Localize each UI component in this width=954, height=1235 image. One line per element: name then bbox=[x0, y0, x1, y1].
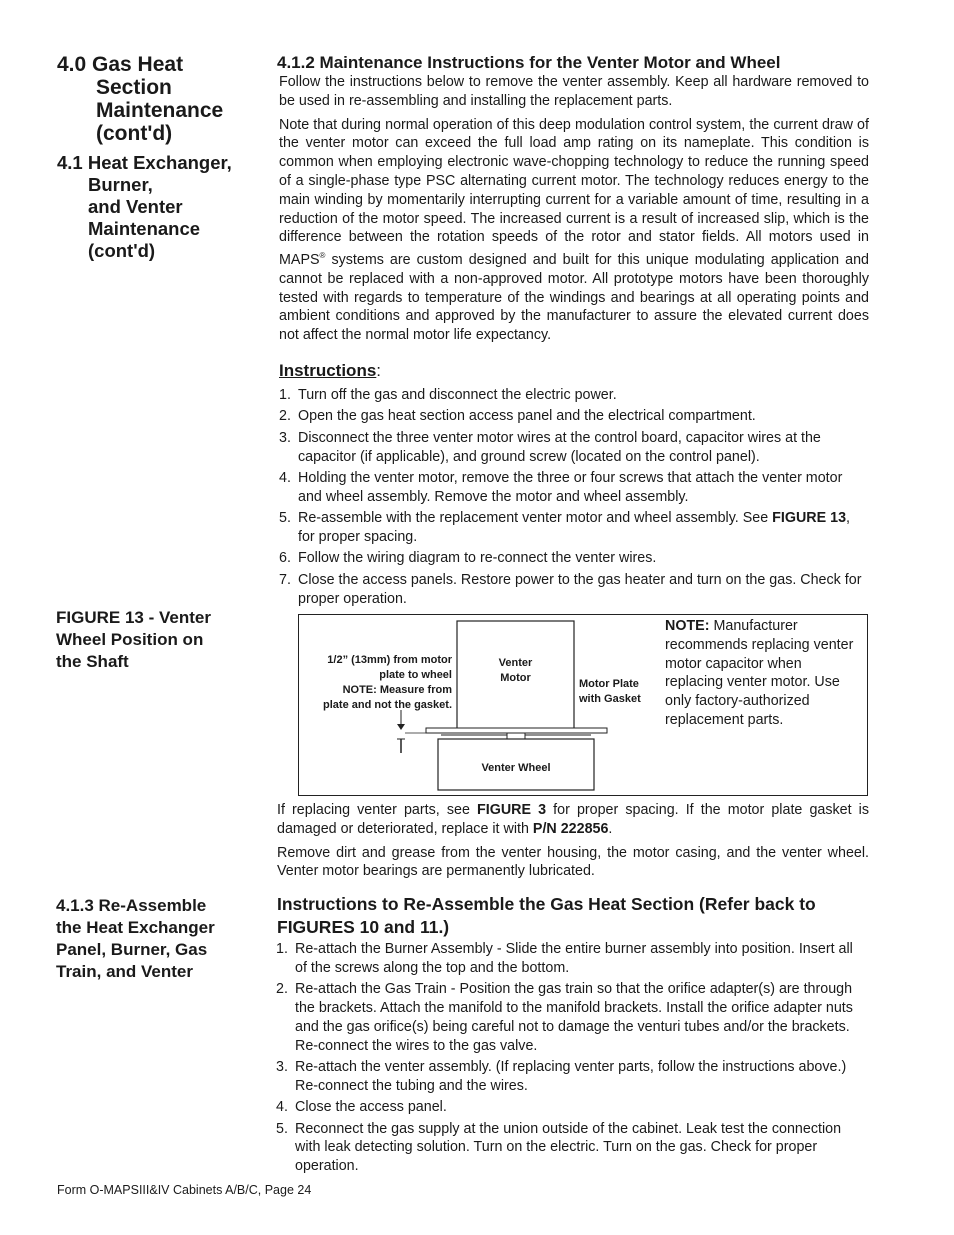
note-label: NOTE: bbox=[665, 618, 710, 634]
dimension-label-line: plate to wheel bbox=[379, 669, 452, 681]
figure-caption-line: Wheel Position on bbox=[56, 630, 204, 649]
text-run: for proper spacing. If the motor plate gasket is damaged or deteriorated, replace it with bbox=[277, 802, 870, 837]
step-number: 2. bbox=[279, 408, 291, 425]
cleaning-paragraph: Remove dirt and grease from the venter housing, the motor casing, and the venter wheel. Venter motor bearings are permanently lubricated. bbox=[277, 844, 869, 880]
step-text: , for proper spacing. bbox=[298, 510, 851, 545]
motor-plate-shape bbox=[426, 728, 607, 733]
replacement-paragraph bbox=[277, 801, 869, 839]
list-item bbox=[279, 549, 869, 568]
reassemble-heading bbox=[277, 893, 877, 939]
after-figure-text bbox=[277, 801, 869, 886]
figure-note bbox=[665, 617, 855, 730]
step-number: 1. bbox=[279, 387, 291, 403]
reassemble-heading-line: Instructions to Re-Assemble the Gas Heat Section (Refer back to bbox=[277, 894, 816, 914]
section-title-line: Section bbox=[96, 76, 172, 99]
figure-reference: FIGURE 3 bbox=[477, 802, 547, 818]
list-item bbox=[276, 1098, 866, 1117]
step-text: Follow the wiring diagram to re-connect the venter wires. bbox=[298, 550, 657, 567]
step-text: Open the gas heat section access panel and the electrical compartment. bbox=[298, 408, 756, 425]
plate-label bbox=[579, 677, 659, 707]
reassemble-title-line: Panel, Burner, Gas bbox=[56, 940, 208, 959]
instructions-heading bbox=[279, 361, 381, 381]
step-number: 2. bbox=[276, 981, 288, 998]
list-item bbox=[279, 407, 869, 426]
step-text: Re-attach the venter assembly. (If replacing venter parts, follow the instructions above.) Re-connect the tubing and the wires. bbox=[295, 1058, 847, 1094]
step-text: Re-attach the Burner Assembly - Slide the entire burner assembly into position. Insert all of the screws along the top and the bottom. bbox=[295, 941, 853, 976]
list-item bbox=[276, 940, 866, 978]
section-title bbox=[57, 53, 267, 145]
figure-13-box bbox=[298, 614, 868, 796]
section-title-line: (cont'd) bbox=[96, 122, 173, 145]
list-item bbox=[276, 980, 866, 1055]
intro-paragraph: Follow the instructions below to remove the venter assembly. Keep all hardware removed to be used in re-assembling and installing the replacement parts. bbox=[279, 74, 869, 109]
subsection-title-line: (cont'd) bbox=[88, 240, 156, 261]
note-body: Manufacturer recommends replacing venter motor capacitor when replacing venter motor. Use only factory-authorized replacement parts. bbox=[665, 618, 854, 728]
plate-label-line: Motor Plate bbox=[579, 678, 639, 690]
wheel-label: Venter Wheel bbox=[481, 762, 551, 774]
motor-label bbox=[457, 656, 574, 686]
dimension-arrow-top bbox=[397, 724, 405, 730]
reassemble-list bbox=[276, 940, 866, 1179]
reassemble-title-line: 4.1.3 Re-Assemble bbox=[56, 896, 207, 915]
plate-label-line: with Gasket bbox=[579, 693, 641, 705]
section-title-line: 4.0 Gas Heat bbox=[57, 53, 184, 76]
registered-mark: ® bbox=[319, 251, 326, 261]
note-text: systems are custom designed and built for this unique modulating application and cannot be replaced with a non-approved motor. All prototype motors have been thoroughly tested with regards to temperature of the windings and bearings at all operating points and ambient conditions and approved by the manufacturer to assure the elevated current does not affect the normal motor life expectancy. bbox=[279, 251, 869, 344]
dimension-label-line: plate and not the gasket. bbox=[323, 699, 452, 711]
list-item bbox=[279, 509, 869, 547]
note-paragraph bbox=[279, 116, 869, 345]
step-text: Disconnect the three venter motor wires at the control board, capacitor wires at the capacitor (if applicable), and ground screw (located on the control panel). bbox=[298, 429, 821, 465]
step-text: Turn off the gas and disconnect the electric power. bbox=[298, 387, 617, 403]
reassemble-title-line: Train, and Venter bbox=[56, 962, 193, 981]
motor-label-line: Venter bbox=[498, 657, 533, 669]
subsection-title-line: Burner, bbox=[88, 174, 153, 195]
reassemble-side-title bbox=[56, 895, 266, 983]
step-number: 5. bbox=[279, 510, 291, 527]
note-text: Note that during normal operation of this deep modulation control system, the current draw of the venter motor can exceed the full load amp rating on its nameplate. This condition is common when employing electronic wave-chopping technology to reduce the running speed of a single-phase type PSC alternating current motor. The technology reduces energy to the main winding by momentarily interrupting current for a variable amount of time, resulting in a reduction of the motor speed. The increased current is a result of increased slip, which is the difference between the rotation speeds of the rotor and stator fields. All motors used in MAPS bbox=[279, 116, 869, 268]
figure-reference: FIGURE 13 bbox=[772, 510, 847, 527]
step-number: 3. bbox=[279, 429, 291, 446]
step-text: Holding the venter motor, remove the three or four screws that attach the venter motor and wheel assembly. Remove the motor and wheel assembly. bbox=[298, 469, 843, 505]
subsection-title bbox=[57, 152, 267, 262]
subsection-title-line: and Venter bbox=[88, 196, 183, 217]
shaft-hub-shape bbox=[507, 733, 525, 739]
instructions-label: Instructions bbox=[279, 361, 377, 380]
figure-caption bbox=[56, 607, 266, 673]
step-text: Reconnect the gas supply at the union outside of the cabinet. Leak test the connection with leak detecting solution. Turn on the electric. Turn on the gas. Check for proper operation. bbox=[295, 1120, 842, 1175]
step-number: 3. bbox=[276, 1058, 288, 1075]
list-item bbox=[279, 571, 869, 609]
subsection-title-line: Maintenance bbox=[88, 218, 201, 239]
step-text: Re-attach the Gas Train - Position the gas train so that the orifice adapter(s) are through the brackets. Attach the manifold to the manifold brackets. Install the orifice adapter nuts and the gas orifice(s) being careful not to damage the venturi tubes and/or the brackets. Re-connect the wires to the gas valve. bbox=[295, 981, 853, 1054]
section-412-title: 4.1.2 Maintenance Instructions for the Venter Motor and Wheel bbox=[277, 53, 781, 72]
reassemble-heading-line: FIGURES 10 and 11.) bbox=[277, 917, 450, 937]
dimension-label-line: NOTE: Measure from bbox=[342, 684, 452, 696]
figure-caption-line: FIGURE 13 - Venter bbox=[56, 608, 211, 627]
section-412-body bbox=[279, 73, 869, 350]
reassemble-title-line: the Heat Exchanger bbox=[56, 918, 215, 937]
step-text: Close the access panel. bbox=[295, 1099, 447, 1116]
step-number: 4. bbox=[276, 1099, 288, 1116]
step-number: 6. bbox=[279, 550, 291, 567]
dimension-label bbox=[302, 653, 452, 713]
list-item bbox=[279, 429, 869, 467]
section-title-line: Maintenance bbox=[96, 99, 224, 122]
list-item bbox=[279, 386, 869, 405]
step-text: Re-assemble with the replacement venter motor and wheel assembly. See bbox=[298, 510, 773, 527]
instructions-colon: : bbox=[376, 361, 382, 380]
part-number: P/N 222856 bbox=[532, 820, 609, 837]
text-run: If replacing venter parts, see bbox=[277, 802, 477, 818]
list-item bbox=[276, 1058, 866, 1096]
step-number: 5. bbox=[276, 1120, 288, 1137]
step-number: 1. bbox=[276, 941, 288, 957]
figure-caption-line: the Shaft bbox=[56, 652, 129, 671]
list-item bbox=[279, 469, 869, 507]
step-number: 7. bbox=[279, 571, 291, 588]
step-text: Close the access panels. Restore power to the gas heater and turn on the gas. Check for proper operation. bbox=[298, 571, 862, 607]
list-item bbox=[276, 1120, 866, 1176]
step-number: 4. bbox=[279, 469, 291, 486]
subsection-title-line: 4.1 Heat Exchanger, bbox=[57, 152, 232, 173]
text-run: . bbox=[608, 820, 613, 837]
page-footer: Form O-MAPSIII&IV Cabinets A/B/C, Page 24 bbox=[57, 1183, 312, 1197]
instructions-list bbox=[279, 386, 869, 611]
dimension-label-line: 1/2” (13mm) from motor bbox=[327, 654, 452, 666]
motor-label-line: Motor bbox=[500, 672, 531, 684]
